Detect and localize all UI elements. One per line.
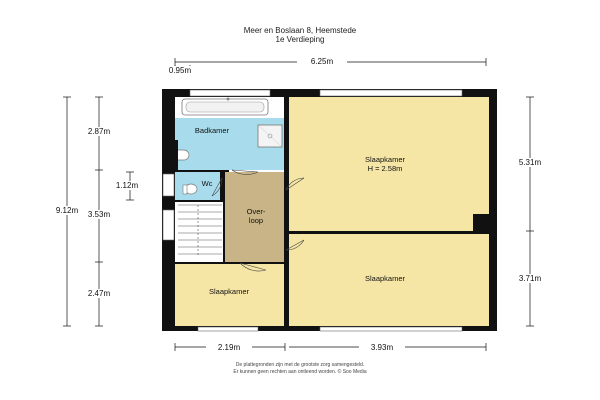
window-bath bbox=[190, 90, 270, 96]
dim-left-3: 2.47m bbox=[87, 289, 111, 298]
dim-top-small: 0.95m bbox=[168, 66, 192, 75]
label-overloop-2: loop bbox=[248, 216, 264, 225]
window-top bbox=[320, 90, 462, 96]
dim-bottom-1: 2.19m bbox=[217, 343, 241, 352]
label-wc: Wc bbox=[201, 179, 213, 188]
label-slaapkamer-main-height: H = 2.58m bbox=[367, 164, 403, 173]
dim-wc: 1.12m bbox=[115, 181, 139, 190]
window-left-stairs bbox=[163, 210, 174, 240]
label-badkamer: Badkamer bbox=[194, 126, 230, 135]
footer-line-2: Er kunnen geen rechten aan ontleend worden. © Soo Media bbox=[233, 369, 367, 375]
dim-right-1: 5.31m bbox=[518, 158, 542, 167]
dim-top-total: 6.25m bbox=[310, 57, 334, 66]
address-title: Meer en Boslaan 8, Heemstede bbox=[243, 26, 357, 35]
label-overloop-1: Over- bbox=[246, 207, 266, 216]
footer-line-1: De plattegronden zijn met de grootste zorg samengesteld. bbox=[235, 362, 365, 368]
window-left-wc bbox=[163, 174, 174, 196]
wc-floor bbox=[175, 172, 220, 200]
dim-left-1: 2.87m bbox=[87, 127, 111, 136]
dim-left-2: 3.53m bbox=[87, 210, 111, 219]
dim-left-total: 9.12m bbox=[55, 206, 79, 215]
label-slaapkamer-left: Slaapkamer bbox=[208, 287, 250, 296]
label-slaapkamer-main: Slaapkamer bbox=[364, 155, 406, 164]
stairs-floor bbox=[175, 200, 225, 262]
window-bottom-right bbox=[320, 327, 462, 331]
dim-right-2: 3.71m bbox=[518, 274, 542, 283]
window-bottom-left bbox=[198, 327, 258, 331]
dim-bottom-2: 3.93m bbox=[370, 343, 394, 352]
label-slaapkamer-right: Slaapkamer bbox=[364, 274, 406, 283]
wall-right-outer bbox=[489, 89, 497, 331]
floor-title: 1e Verdieping bbox=[275, 35, 325, 44]
